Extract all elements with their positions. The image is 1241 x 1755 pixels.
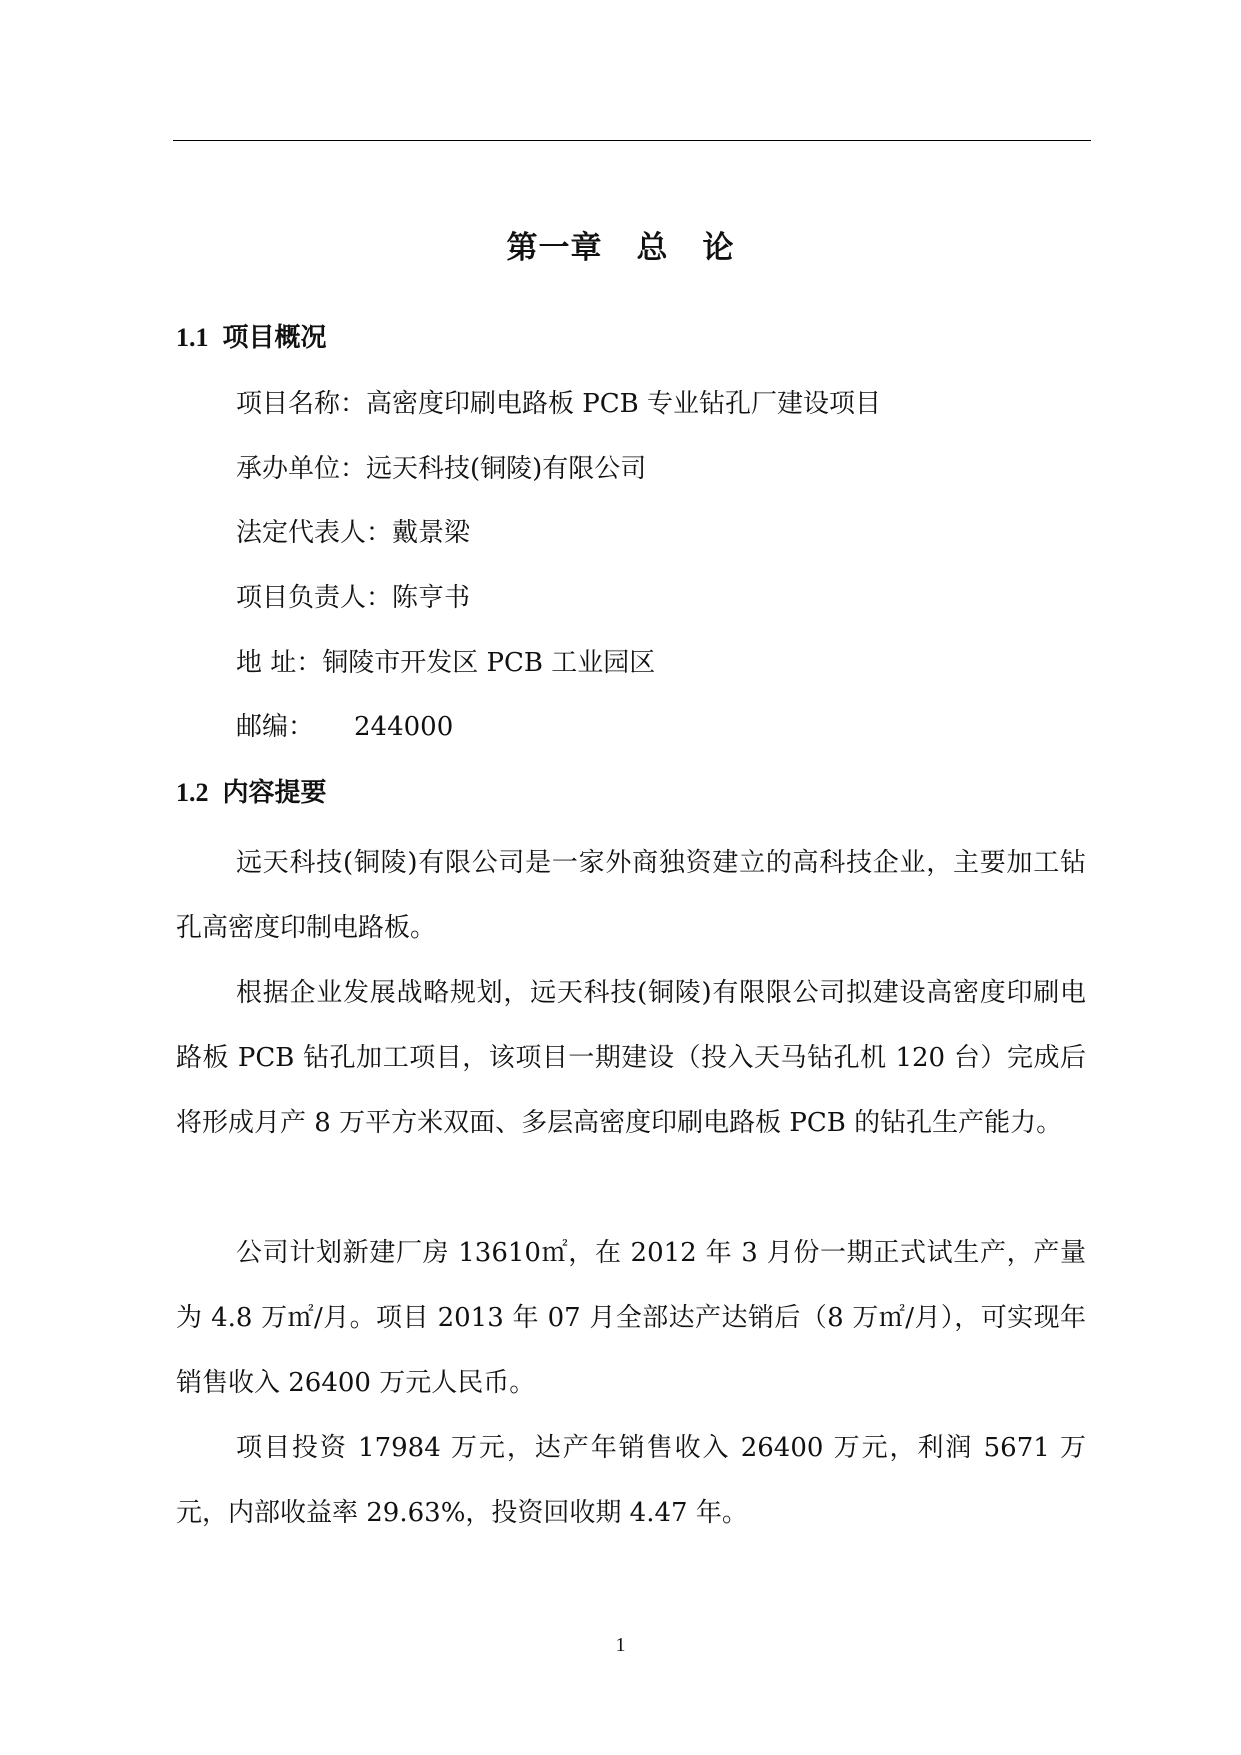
zip-value: 244000 [354,712,454,742]
section-heading-1-1 [176,320,327,356]
paragraph: 远天科技(铜陵)有限公司是一家外商独资建立的高科技企业，主要加工钻孔高密度印制电路板。 [176,848,1086,943]
page-number: 1 [615,1634,626,1656]
organizer-line: 承办单位：远天科技(铜陵)有限公司 [236,454,647,484]
chapter-title [0,226,1241,270]
section-number: 1.2 [176,778,209,807]
chapter-title-word-1: 总 [636,230,669,266]
chapter-title-number: 第一章 [506,230,603,266]
project-name-line: 项目名称：高密度印刷电路板 PCB 专业钻孔厂建设项目 [236,389,882,419]
paragraph: 根据企业发展战略规划，远天科技(铜陵)有限限公司拟建设高密度印刷电路板 PCB 钻孔加工项目，该项目一期建设（投入天马钻孔机 120 台）完成后将形成月产 8 万平方米双面、多层高密度印刷电路板 PCB 的钻孔生产能力。 [176,978,1086,1138]
legal-rep-line: 法定代表人：戴景梁 [236,518,471,548]
section-title: 项目概况 [222,323,327,353]
address-line: 地 址：铜陵市开发区 PCB 工业园区 [236,648,656,678]
paragraph: 公司计划新建厂房 13610㎡，在 2012 年 3 月份一期正式试生产，产量为 4.8 万㎡/月。项目 2013 年 07 月全部达产达销后（8 万㎡/月），可实现年销售收入 26400 万元人民币。 [176,1238,1086,1398]
chapter-title-word-2: 论 [702,230,735,266]
zip-label: 邮编： [236,712,315,742]
paragraph: 项目投资 17984 万元，达产年销售收入 26400 万元，利润 5671 万元，内部收益率 29.63%，投资回收期 4.47 年。 [176,1433,1086,1528]
section-number: 1.1 [176,323,209,352]
section-heading-1-2 [176,775,327,811]
section-title: 内容提要 [222,778,327,808]
header-rule [173,140,1091,141]
zip-line [236,709,453,745]
project-lead-line: 项目负责人：陈亨书 [236,583,471,613]
